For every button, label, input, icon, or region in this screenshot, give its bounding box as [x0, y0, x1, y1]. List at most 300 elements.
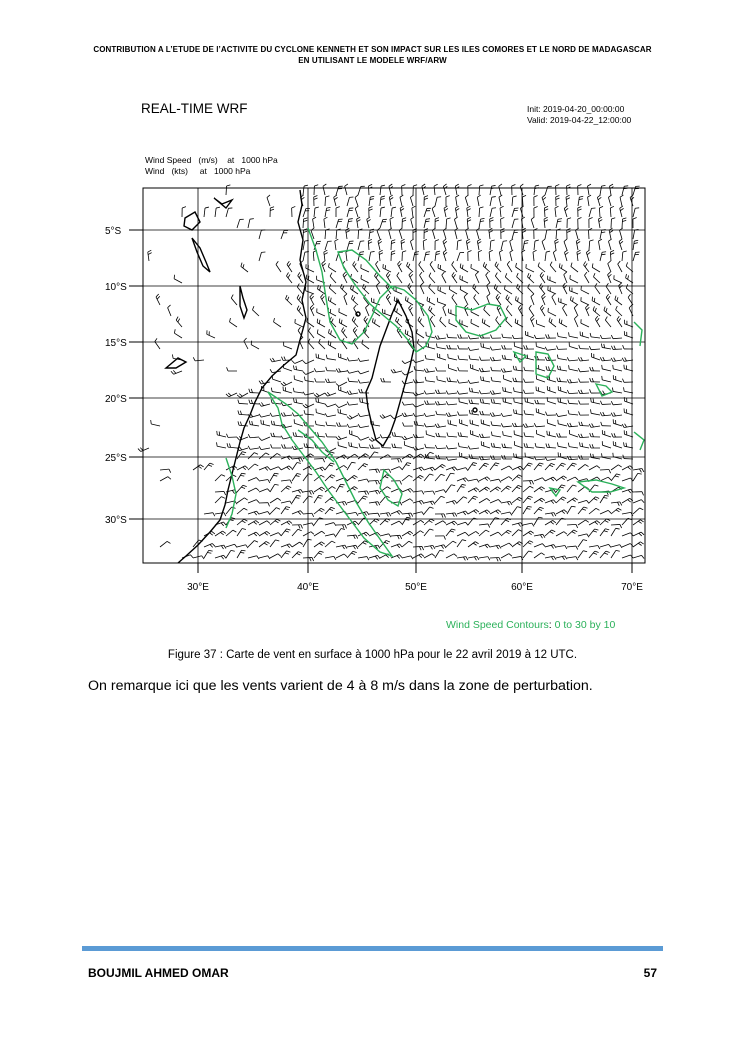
wind-barb — [435, 335, 446, 339]
barb-shaft — [248, 453, 254, 459]
wind-barb — [238, 411, 248, 415]
barb-shaft — [613, 338, 622, 339]
barb-feather — [557, 442, 558, 446]
barb-feather — [531, 294, 534, 297]
barb-feather — [313, 217, 316, 219]
wind-barb — [270, 473, 279, 481]
barb-feather — [301, 490, 303, 493]
barb-feather — [435, 401, 437, 405]
wind-barb — [578, 184, 582, 195]
barb-shaft — [622, 555, 630, 558]
barb-feather — [467, 220, 471, 222]
barb-feather — [330, 273, 332, 277]
barb-feather — [464, 305, 467, 308]
wind-barb — [424, 208, 431, 217]
barb-shaft — [426, 415, 435, 417]
barb-shaft — [510, 241, 512, 250]
barb-feather — [275, 484, 279, 485]
wind-barb — [193, 357, 204, 361]
barb-feather — [446, 413, 448, 416]
barb-shaft — [336, 478, 344, 481]
barb-feather — [465, 478, 468, 481]
barb-feather — [272, 358, 274, 361]
barb-feather — [622, 424, 624, 427]
barb-feather — [410, 239, 413, 241]
wind-barb — [602, 376, 611, 382]
barb-feather — [631, 197, 634, 200]
barb-shaft — [448, 448, 457, 449]
barb-feather — [362, 465, 366, 467]
barb-shaft — [248, 556, 257, 558]
barb-feather — [408, 513, 410, 517]
latitude-label: 30°S — [105, 515, 127, 526]
barb-feather — [543, 296, 546, 299]
barb-shaft — [424, 554, 432, 558]
wind-barb — [248, 434, 259, 438]
barb-feather — [578, 217, 582, 219]
wind-barb — [481, 419, 490, 426]
barb-feather — [297, 553, 301, 555]
barb-feather — [517, 273, 519, 277]
barb-shaft — [336, 554, 344, 558]
wind-barb — [570, 296, 578, 305]
wind-barb — [457, 468, 468, 471]
barb-feather — [336, 369, 338, 373]
barb-feather — [155, 338, 157, 341]
barb-feather — [589, 346, 591, 350]
barb-feather — [296, 366, 297, 370]
barb-shaft — [369, 502, 378, 503]
barb-feather — [608, 272, 611, 275]
barb-shaft — [457, 540, 462, 547]
barb-shaft — [492, 415, 501, 416]
wind-barb — [413, 554, 424, 558]
barb-feather — [424, 401, 426, 405]
barb-feather — [389, 195, 392, 197]
wind-barb — [435, 445, 446, 449]
barb-feather — [287, 467, 290, 470]
barb-feather — [244, 519, 247, 521]
barb-feather — [615, 296, 616, 300]
wind-barb — [248, 488, 259, 492]
barb-feather — [367, 479, 369, 482]
wind-barb — [270, 519, 280, 525]
wind-barb — [569, 342, 578, 349]
barb-feather — [455, 513, 457, 517]
barb-feather — [529, 463, 533, 464]
barb-feather — [517, 499, 520, 501]
wind-barb — [570, 275, 578, 283]
barb-feather — [397, 459, 399, 463]
barb-shaft — [429, 288, 435, 294]
wind-barb — [248, 521, 259, 525]
barb-feather — [362, 498, 366, 499]
barb-shaft — [261, 448, 270, 450]
barb-feather — [641, 532, 644, 535]
barb-feather — [314, 195, 318, 197]
wind-barb — [606, 283, 611, 294]
barb-feather — [278, 554, 281, 557]
wind-barb — [325, 523, 336, 526]
barb-feather — [290, 480, 292, 484]
barb-shaft — [481, 393, 490, 394]
wind-barb — [512, 507, 521, 514]
wind-barb — [424, 413, 435, 416]
barb-shaft — [569, 459, 578, 460]
barb-feather — [252, 421, 253, 425]
wind-barb — [413, 520, 424, 525]
barb-shaft — [484, 310, 490, 316]
wind-barb — [386, 294, 391, 305]
barb-shaft — [270, 467, 278, 470]
barb-feather — [641, 500, 644, 503]
wind-barb — [322, 261, 326, 272]
wind-barb — [338, 442, 347, 448]
barb-shaft — [328, 345, 336, 349]
barb-feather — [476, 488, 479, 491]
barb-feather — [427, 401, 429, 405]
barb-feather — [426, 254, 430, 255]
barb-shaft — [468, 531, 476, 536]
wind-barb — [402, 499, 413, 503]
barb-shaft — [369, 252, 371, 261]
wind-barb — [325, 475, 335, 481]
barb-shaft — [369, 480, 378, 481]
barb-shaft — [492, 381, 501, 382]
barb-feather — [597, 318, 599, 321]
wind-barb — [477, 195, 480, 206]
barb-shaft — [525, 402, 534, 404]
wind-barb — [514, 409, 523, 415]
wind-barb — [545, 513, 556, 517]
barb-shaft — [569, 382, 578, 383]
barb-feather — [573, 463, 577, 464]
barb-shaft — [435, 474, 441, 481]
wind-barb — [155, 338, 160, 349]
wind-barb — [567, 546, 578, 550]
barb-shaft — [261, 424, 270, 426]
wind-barb — [435, 197, 441, 206]
barb-shaft — [503, 447, 512, 448]
barb-feather — [623, 218, 627, 219]
barb-shaft — [589, 241, 590, 250]
wind-barb — [292, 529, 302, 536]
wind-barb — [633, 229, 639, 239]
barb-feather — [409, 475, 412, 477]
barb-feather — [532, 481, 534, 485]
wind-barb — [281, 480, 292, 484]
barb-feather — [389, 184, 392, 186]
barb-feather — [270, 413, 272, 416]
barb-shaft — [600, 544, 609, 547]
barb-shaft — [503, 359, 512, 360]
wind-barb — [629, 305, 633, 316]
barb-feather — [242, 529, 246, 530]
barb-feather — [361, 389, 362, 393]
wind-barb — [325, 463, 334, 470]
barb-feather — [156, 294, 159, 297]
barb-shaft — [613, 360, 622, 361]
barb-feather — [557, 366, 558, 370]
barb-feather — [563, 497, 567, 499]
barb-feather — [526, 345, 527, 349]
barb-feather — [371, 251, 375, 252]
barb-shaft — [536, 379, 545, 382]
barb-shaft — [347, 454, 355, 459]
wind-barb — [605, 317, 611, 327]
wind-barb — [347, 545, 358, 549]
barb-feather — [501, 423, 503, 427]
wind-barb — [633, 542, 644, 547]
barb-shaft — [270, 484, 275, 492]
barb-feather — [447, 334, 448, 338]
barb-shaft — [558, 359, 567, 360]
barb-feather — [379, 253, 383, 255]
wind-barb — [446, 413, 457, 417]
barb-shaft — [325, 541, 332, 547]
barb-feather — [315, 421, 316, 425]
barb-shaft — [313, 252, 314, 261]
wind-barb — [501, 466, 512, 470]
wind-barb — [601, 344, 611, 349]
barb-feather — [399, 511, 402, 514]
wind-barb — [633, 186, 640, 195]
barb-feather — [590, 240, 594, 241]
wind-barb — [237, 498, 248, 503]
barb-shaft — [457, 522, 466, 525]
wind-barb — [413, 512, 424, 515]
barb-feather — [362, 399, 363, 403]
barb-feather — [240, 411, 241, 415]
barb-shaft — [358, 479, 367, 481]
barb-feather — [412, 206, 416, 208]
barb-feather — [526, 424, 528, 427]
wind-barb — [303, 185, 308, 195]
barb-feather — [241, 454, 245, 455]
barb-feather — [311, 532, 314, 535]
wind-barb — [556, 532, 567, 536]
wind-barb — [310, 305, 314, 316]
barb-feather — [367, 219, 370, 221]
barb-feather — [469, 388, 470, 392]
barb-shaft — [413, 546, 422, 547]
wind-barb — [347, 475, 357, 481]
barb-feather — [522, 231, 526, 233]
wind-barb — [346, 250, 350, 261]
barb-feather — [534, 196, 538, 197]
barb-feather — [276, 508, 280, 510]
wind-barb — [420, 283, 424, 294]
barb-feather — [555, 242, 558, 244]
barb-shaft — [446, 485, 451, 492]
barb-feather — [355, 206, 358, 209]
barb-shaft — [292, 552, 298, 558]
barb-feather — [455, 184, 458, 186]
barb-feather — [535, 400, 536, 404]
barb-feather — [578, 357, 580, 361]
barb-shaft — [380, 496, 386, 503]
wind-barb — [390, 217, 394, 228]
legend-wind-speed: Wind Speed (m/s) at 1000 hPa — [145, 155, 278, 165]
barb-feather — [392, 444, 393, 448]
wind-barb — [545, 477, 556, 481]
barb-feather — [541, 274, 543, 277]
barb-shaft — [426, 381, 435, 382]
barb-shaft — [501, 241, 503, 250]
wind-barb — [539, 283, 545, 294]
barb-shaft — [580, 371, 589, 372]
barb-shaft — [391, 488, 399, 492]
wind-barb — [597, 195, 601, 206]
barb-feather — [274, 421, 275, 425]
barb-shaft — [424, 519, 431, 525]
barb-feather — [497, 487, 500, 489]
barb-shaft — [547, 447, 556, 448]
barb-shaft — [298, 276, 303, 283]
barb-shaft — [558, 415, 567, 417]
barb-shaft — [355, 208, 358, 217]
barb-feather — [535, 240, 539, 241]
wind-barb — [237, 529, 246, 536]
barb-feather — [243, 467, 246, 470]
barb-shaft — [336, 511, 345, 514]
wind-barb — [506, 295, 512, 305]
valid-time: Valid: 2019-04-22_12:00:00 — [527, 115, 632, 125]
barb-feather — [289, 544, 292, 547]
barb-feather — [438, 401, 440, 405]
wind-barb — [314, 487, 325, 492]
barb-feather — [430, 308, 432, 312]
barb-feather — [488, 544, 491, 547]
barb-shaft — [215, 497, 221, 503]
barb-shaft — [459, 436, 468, 437]
wind-barb — [496, 294, 501, 305]
barb-feather — [597, 195, 600, 197]
barb-feather — [224, 491, 226, 495]
barb-feather — [577, 253, 581, 255]
wind-barb — [468, 347, 479, 350]
wind-barb — [558, 452, 567, 459]
barb-feather — [304, 410, 305, 414]
wind-barb — [435, 240, 439, 250]
barb-shaft — [574, 308, 578, 316]
barb-shaft — [589, 529, 595, 536]
barb-shaft — [351, 289, 358, 294]
barb-feather — [391, 251, 395, 252]
barb-shaft — [602, 457, 611, 459]
barb-feather — [595, 522, 598, 525]
wind-barb — [306, 275, 314, 283]
wind-barb — [613, 419, 622, 426]
contours-range: 0 to 30 by 10 — [551, 619, 616, 631]
barb-feather — [486, 530, 490, 532]
wind-barb — [325, 196, 329, 206]
wind-barb — [391, 467, 402, 470]
barb-feather — [592, 263, 593, 267]
wind-barb — [578, 534, 589, 537]
barb-shaft — [295, 360, 303, 364]
barb-feather — [414, 421, 415, 425]
barb-shaft — [328, 300, 336, 305]
barb-shaft — [402, 499, 410, 503]
wind-barb — [303, 404, 314, 408]
barb-feather — [394, 444, 395, 448]
wind-barb — [358, 463, 368, 470]
wind-barb — [314, 368, 325, 372]
barb-shaft — [424, 252, 426, 261]
barb-feather — [516, 410, 517, 414]
barb-feather — [322, 467, 325, 470]
barb-feather — [603, 412, 605, 416]
barb-feather — [324, 217, 328, 219]
barb-feather — [303, 405, 306, 408]
barb-feather — [595, 316, 597, 319]
barb-shaft — [547, 435, 556, 437]
barb-shaft — [440, 321, 446, 327]
barb-feather — [235, 544, 237, 547]
barb-feather — [624, 387, 625, 391]
barb-feather — [395, 432, 396, 436]
barb-feather — [634, 243, 638, 244]
barb-shaft — [349, 446, 358, 448]
barb-shaft — [534, 544, 542, 547]
barb-feather — [303, 372, 306, 375]
barb-shaft — [327, 359, 336, 360]
wind-barb — [578, 507, 587, 514]
barb-feather — [626, 274, 627, 278]
barb-feather — [551, 513, 553, 516]
barb-feather — [301, 458, 303, 462]
barb-feather — [360, 252, 364, 253]
wind-barb — [294, 419, 303, 426]
barb-feather — [480, 207, 484, 208]
barb-feather — [397, 512, 400, 515]
wind-barb — [287, 261, 292, 272]
barb-feather — [330, 499, 334, 501]
wind-barb — [347, 357, 358, 361]
wind-barb — [160, 469, 171, 473]
barb-shaft — [595, 287, 600, 294]
barb-feather — [148, 250, 152, 252]
wind-barb — [490, 357, 501, 361]
barb-shaft — [355, 197, 358, 206]
barb-shaft — [459, 359, 468, 360]
barb-feather — [592, 367, 593, 371]
barb-feather — [329, 465, 333, 466]
barb-shaft — [424, 208, 427, 217]
barb-feather — [605, 529, 609, 530]
wind-barb — [237, 393, 248, 397]
barb-feather — [622, 379, 624, 383]
wind-barb — [611, 335, 622, 339]
barb-shaft — [347, 500, 356, 503]
barb-feather — [254, 453, 258, 455]
barb-feather — [351, 553, 355, 554]
barb-feather — [480, 185, 484, 186]
wind-barb — [546, 444, 556, 448]
barb-feather — [281, 357, 283, 361]
wind-barb — [473, 284, 479, 294]
barb-shaft — [349, 393, 358, 394]
wind-barb — [226, 530, 236, 536]
barb-shaft — [528, 288, 534, 294]
contours-note — [446, 619, 615, 631]
barb-shaft — [482, 322, 490, 327]
barb-feather — [386, 294, 388, 297]
barb-shaft — [503, 402, 512, 404]
barb-feather — [248, 446, 250, 449]
barb-feather — [347, 370, 349, 373]
